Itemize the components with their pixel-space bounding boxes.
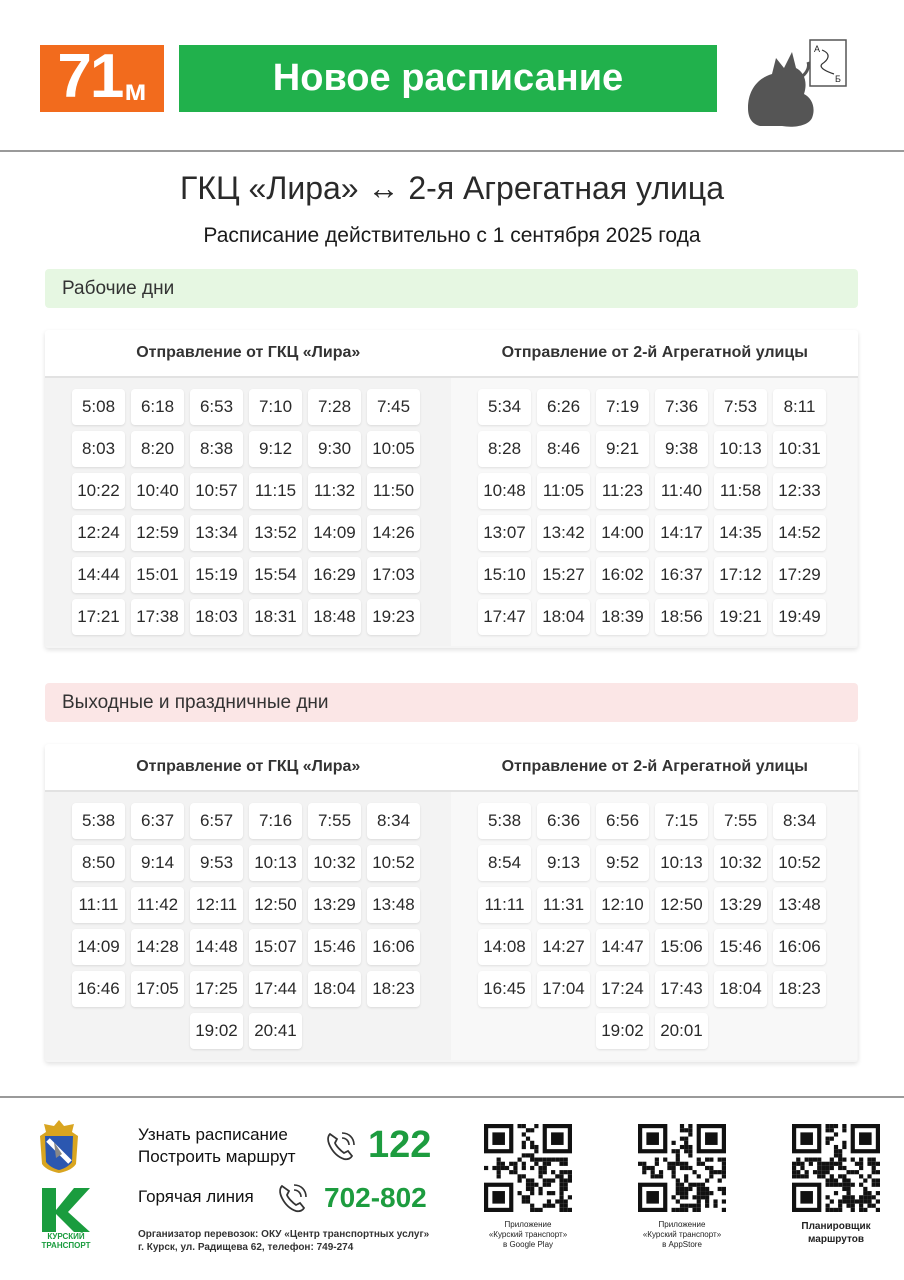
departure-time-cell: 8:46 xyxy=(537,431,590,467)
departure-time-cell: 15:01 xyxy=(131,557,184,593)
hotline-label: Горячая линия xyxy=(138,1187,254,1206)
departure-time-cell: 7:53 xyxy=(714,389,767,425)
departure-time-cell: 14:09 xyxy=(308,515,361,551)
route-number: 71 xyxy=(57,42,123,111)
departure-time-cell: 7:16 xyxy=(249,803,302,839)
departure-time-cell: 10:52 xyxy=(773,845,826,881)
departure-time-cell: 12:10 xyxy=(596,887,649,923)
departure-time-cell: 8:03 xyxy=(72,431,125,467)
workdays-right-grid xyxy=(478,389,826,635)
route-badge xyxy=(40,42,164,112)
build-route-label: Построить маршрут xyxy=(138,1147,296,1166)
departure-time-cell: 16:37 xyxy=(655,557,708,593)
departure-time-cell: 10:22 xyxy=(72,473,125,509)
departure-time-cell: 15:19 xyxy=(190,557,243,593)
departure-time-cell: 7:55 xyxy=(308,803,361,839)
departure-time-cell: 11:58 xyxy=(714,473,767,509)
organizer-line1: Организатор перевозок: ОКУ «Центр транспортных услуг» xyxy=(138,1229,430,1240)
departure-time-cell: 9:53 xyxy=(190,845,243,881)
departure-time-cell: 12:11 xyxy=(190,887,243,923)
departure-time-cell: 10:57 xyxy=(190,473,243,509)
departure-time-cell: 14:17 xyxy=(655,515,708,551)
weekends-schedule xyxy=(45,744,858,1062)
departure-time-cell: 19:49 xyxy=(773,599,826,635)
departure-time-cell: 12:50 xyxy=(655,887,708,923)
hotline-phone-icon xyxy=(274,1180,310,1216)
departure-time-cell: 18:48 xyxy=(308,599,361,635)
weekends-left-grid xyxy=(72,803,420,1049)
route-title: ГКЦ «Лира» ↔ 2-я Агрегатная улица xyxy=(179,170,725,206)
departure-time-cell: 13:07 xyxy=(478,515,531,551)
departure-time-cell: 16:45 xyxy=(478,971,531,1007)
departure-time-cell: 11:23 xyxy=(596,473,649,509)
departure-time-cell: 10:13 xyxy=(249,845,302,881)
departure-time-cell: 5:38 xyxy=(72,803,125,839)
cat-logo-icon xyxy=(742,38,852,130)
logo-text-line2: ТРАНСПОРТ xyxy=(41,1241,91,1250)
departure-time-cell: 14:47 xyxy=(596,929,649,965)
departure-time-cell: 18:04 xyxy=(308,971,361,1007)
departure-time-cell: 10:48 xyxy=(478,473,531,509)
qr-appstore-caption: Приложение «Курский транспорт» в AppStore xyxy=(642,1220,722,1249)
departure-time-cell: 14:09 xyxy=(72,929,125,965)
departure-time-cell: 8:20 xyxy=(131,431,184,467)
departure-time-cell: 7:19 xyxy=(596,389,649,425)
departure-time-cell: 14:35 xyxy=(714,515,767,551)
departure-time-cell: 15:46 xyxy=(714,929,767,965)
departure-time-cell: 9:12 xyxy=(249,431,302,467)
phone-short-number: 122 xyxy=(368,1124,432,1166)
departure-time-cell: 13:52 xyxy=(249,515,302,551)
departure-time-cell: 8:28 xyxy=(478,431,531,467)
departure-time-cell: 6:57 xyxy=(190,803,243,839)
weekends-banner: Выходные и праздничные дни xyxy=(45,683,858,722)
departure-time-cell: 18:23 xyxy=(773,971,826,1007)
departure-time-cell: 10:05 xyxy=(367,431,420,467)
empty-time-cell xyxy=(478,1013,531,1049)
hotline-number: 702-802 xyxy=(324,1182,427,1213)
departure-time-cell: 7:45 xyxy=(367,389,420,425)
empty-time-cell xyxy=(72,1013,125,1049)
workdays-schedule-header xyxy=(45,330,858,378)
empty-time-cell xyxy=(131,1013,184,1049)
weekends-right-grid xyxy=(478,803,826,1049)
departure-time-cell: 17:44 xyxy=(249,971,302,1007)
departure-time-cell: 17:24 xyxy=(596,971,649,1007)
departure-time-cell: 17:47 xyxy=(478,599,531,635)
departure-time-cell: 7:15 xyxy=(655,803,708,839)
departure-time-cell: 14:44 xyxy=(72,557,125,593)
departure-time-cell: 9:38 xyxy=(655,431,708,467)
departure-time-cell: 17:29 xyxy=(773,557,826,593)
departure-time-cell: 8:11 xyxy=(773,389,826,425)
departure-time-cell: 9:30 xyxy=(308,431,361,467)
departure-time-cell: 17:25 xyxy=(190,971,243,1007)
departure-time-cell: 10:31 xyxy=(773,431,826,467)
departure-time-cell: 19:21 xyxy=(714,599,767,635)
departure-time-cell: 16:46 xyxy=(72,971,125,1007)
footer xyxy=(0,1096,904,1280)
departure-time-cell: 15:07 xyxy=(249,929,302,965)
departure-time-cell: 5:34 xyxy=(478,389,531,425)
departure-time-cell: 13:34 xyxy=(190,515,243,551)
departure-time-cell: 5:38 xyxy=(478,803,531,839)
organizer-info xyxy=(138,1228,429,1254)
departure-time-cell: 11:05 xyxy=(537,473,590,509)
departure-time-cell: 8:38 xyxy=(190,431,243,467)
qr-code-google-play-icon[interactable] xyxy=(484,1124,572,1212)
departure-time-cell: 6:36 xyxy=(537,803,590,839)
departure-time-cell: 7:55 xyxy=(714,803,767,839)
departure-time-cell: 8:54 xyxy=(478,845,531,881)
departure-time-cell: 11:50 xyxy=(367,473,420,509)
departure-time-cell: 17:04 xyxy=(537,971,590,1007)
departure-time-cell: 11:32 xyxy=(308,473,361,509)
departure-time-cell: 12:59 xyxy=(131,515,184,551)
departure-time-cell: 6:26 xyxy=(537,389,590,425)
departure-time-cell: 12:24 xyxy=(72,515,125,551)
departure-time-cell: 7:36 xyxy=(655,389,708,425)
departure-time-cell: 15:54 xyxy=(249,557,302,593)
kursk-transport-logo-text xyxy=(36,1232,96,1250)
logo-letter-b: Б xyxy=(835,74,841,84)
departure-time-cell: 10:40 xyxy=(131,473,184,509)
departure-time-cell: 17:05 xyxy=(131,971,184,1007)
departure-time-cell: 6:18 xyxy=(131,389,184,425)
departure-time-cell: 17:38 xyxy=(131,599,184,635)
departure-time-cell: 6:56 xyxy=(596,803,649,839)
departure-time-cell: 14:08 xyxy=(478,929,531,965)
empty-time-cell xyxy=(308,1013,361,1049)
departure-time-cell: 10:32 xyxy=(308,845,361,881)
departure-time-cell: 16:02 xyxy=(596,557,649,593)
departure-time-cell: 11:31 xyxy=(537,887,590,923)
departure-time-cell: 15:46 xyxy=(308,929,361,965)
qr-route-planner-caption: Планировщик маршрутов xyxy=(801,1221,871,1245)
route-suffix: м xyxy=(124,74,147,107)
valid-from-text: Расписание действительно с 1 сентября 2025 года xyxy=(203,224,701,247)
right-column-header: Отправление от 2-й Агрегатной улицы xyxy=(501,344,808,361)
departure-time-cell: 18:39 xyxy=(596,599,649,635)
departure-time-cell: 16:06 xyxy=(367,929,420,965)
departure-time-cell: 14:48 xyxy=(190,929,243,965)
departure-time-cell: 7:10 xyxy=(249,389,302,425)
departure-time-cell: 18:56 xyxy=(655,599,708,635)
departure-time-cell: 11:11 xyxy=(478,887,531,923)
qr-code-route-planner-icon[interactable] xyxy=(792,1124,880,1212)
departure-time-cell: 19:02 xyxy=(190,1013,243,1049)
departure-time-cell: 15:27 xyxy=(537,557,590,593)
departure-time-cell: 18:03 xyxy=(190,599,243,635)
departure-time-cell: 14:52 xyxy=(773,515,826,551)
departure-time-cell: 14:28 xyxy=(131,929,184,965)
departure-time-cell: 8:34 xyxy=(367,803,420,839)
departure-time-cell: 13:48 xyxy=(367,887,420,923)
empty-time-cell xyxy=(714,1013,767,1049)
departure-time-cell: 10:13 xyxy=(655,845,708,881)
empty-time-cell xyxy=(367,1013,420,1049)
right-column-header: Отправление от 2-й Агрегатной улицы xyxy=(501,758,808,775)
departure-time-cell: 15:10 xyxy=(478,557,531,593)
left-column-header: Отправление от ГКЦ «Лира» xyxy=(136,344,361,361)
empty-time-cell xyxy=(773,1013,826,1049)
departure-time-cell: 10:13 xyxy=(714,431,767,467)
departure-time-cell: 16:29 xyxy=(308,557,361,593)
departure-time-cell: 10:32 xyxy=(714,845,767,881)
departure-time-cell: 14:27 xyxy=(537,929,590,965)
departure-time-cell: 17:43 xyxy=(655,971,708,1007)
workdays-left-grid xyxy=(72,389,420,635)
departure-time-cell: 12:50 xyxy=(249,887,302,923)
departure-time-cell: 6:53 xyxy=(190,389,243,425)
departure-time-cell: 5:08 xyxy=(72,389,125,425)
departure-time-cell: 16:06 xyxy=(773,929,826,965)
qr-code-appstore-icon[interactable] xyxy=(638,1124,726,1212)
departure-time-cell: 11:15 xyxy=(249,473,302,509)
departure-time-cell: 14:26 xyxy=(367,515,420,551)
left-column-header: Отправление от ГКЦ «Лира» xyxy=(136,758,361,775)
departure-time-cell: 14:00 xyxy=(596,515,649,551)
departure-time-cell: 18:04 xyxy=(537,599,590,635)
organizer-line2: г. Курск, ул. Радищева 62, телефон: 749-274 xyxy=(138,1242,354,1253)
departure-time-cell: 9:52 xyxy=(596,845,649,881)
departure-time-cell: 6:37 xyxy=(131,803,184,839)
departure-time-cell: 10:52 xyxy=(367,845,420,881)
departure-time-cell: 8:50 xyxy=(72,845,125,881)
departure-time-cell: 13:29 xyxy=(714,887,767,923)
departure-time-cell: 18:04 xyxy=(714,971,767,1007)
departure-time-cell: 8:34 xyxy=(773,803,826,839)
departure-time-cell: 17:03 xyxy=(367,557,420,593)
departure-time-cell: 15:06 xyxy=(655,929,708,965)
banner-title: Новое расписание xyxy=(179,45,717,112)
qr-google-play-caption: Приложение «Курский транспорт» в Google Play xyxy=(488,1220,568,1249)
logo-letter-a: А xyxy=(814,44,821,54)
departure-time-cell: 13:29 xyxy=(308,887,361,923)
workdays-banner: Рабочие дни xyxy=(45,269,858,308)
departure-time-cell: 20:41 xyxy=(249,1013,302,1049)
departure-time-cell: 13:48 xyxy=(773,887,826,923)
departure-time-cell: 17:21 xyxy=(72,599,125,635)
departure-time-cell: 7:28 xyxy=(308,389,361,425)
departure-time-cell: 19:23 xyxy=(367,599,420,635)
weekends-schedule-header xyxy=(45,744,858,792)
departure-time-cell: 17:12 xyxy=(714,557,767,593)
departure-time-cell: 9:14 xyxy=(131,845,184,881)
departure-time-cell: 9:13 xyxy=(537,845,590,881)
departure-time-cell: 9:21 xyxy=(596,431,649,467)
departure-time-cell: 11:40 xyxy=(655,473,708,509)
logo-text-line1: КУРСКИЙ xyxy=(47,1232,85,1241)
departure-time-cell: 20:01 xyxy=(655,1013,708,1049)
departure-time-cell: 19:02 xyxy=(596,1013,649,1049)
find-schedule-label: Узнать расписание xyxy=(138,1125,288,1144)
departure-time-cell: 18:31 xyxy=(249,599,302,635)
departure-time-cell: 13:42 xyxy=(537,515,590,551)
departure-time-cell: 18:23 xyxy=(367,971,420,1007)
departure-time-cell: 11:11 xyxy=(72,887,125,923)
departure-time-cell: 11:42 xyxy=(131,887,184,923)
phone-icon xyxy=(322,1128,358,1164)
workdays-schedule xyxy=(45,330,858,648)
empty-time-cell xyxy=(537,1013,590,1049)
header xyxy=(0,0,904,152)
coat-of-arms-icon xyxy=(36,1118,82,1174)
departure-time-cell: 12:33 xyxy=(773,473,826,509)
